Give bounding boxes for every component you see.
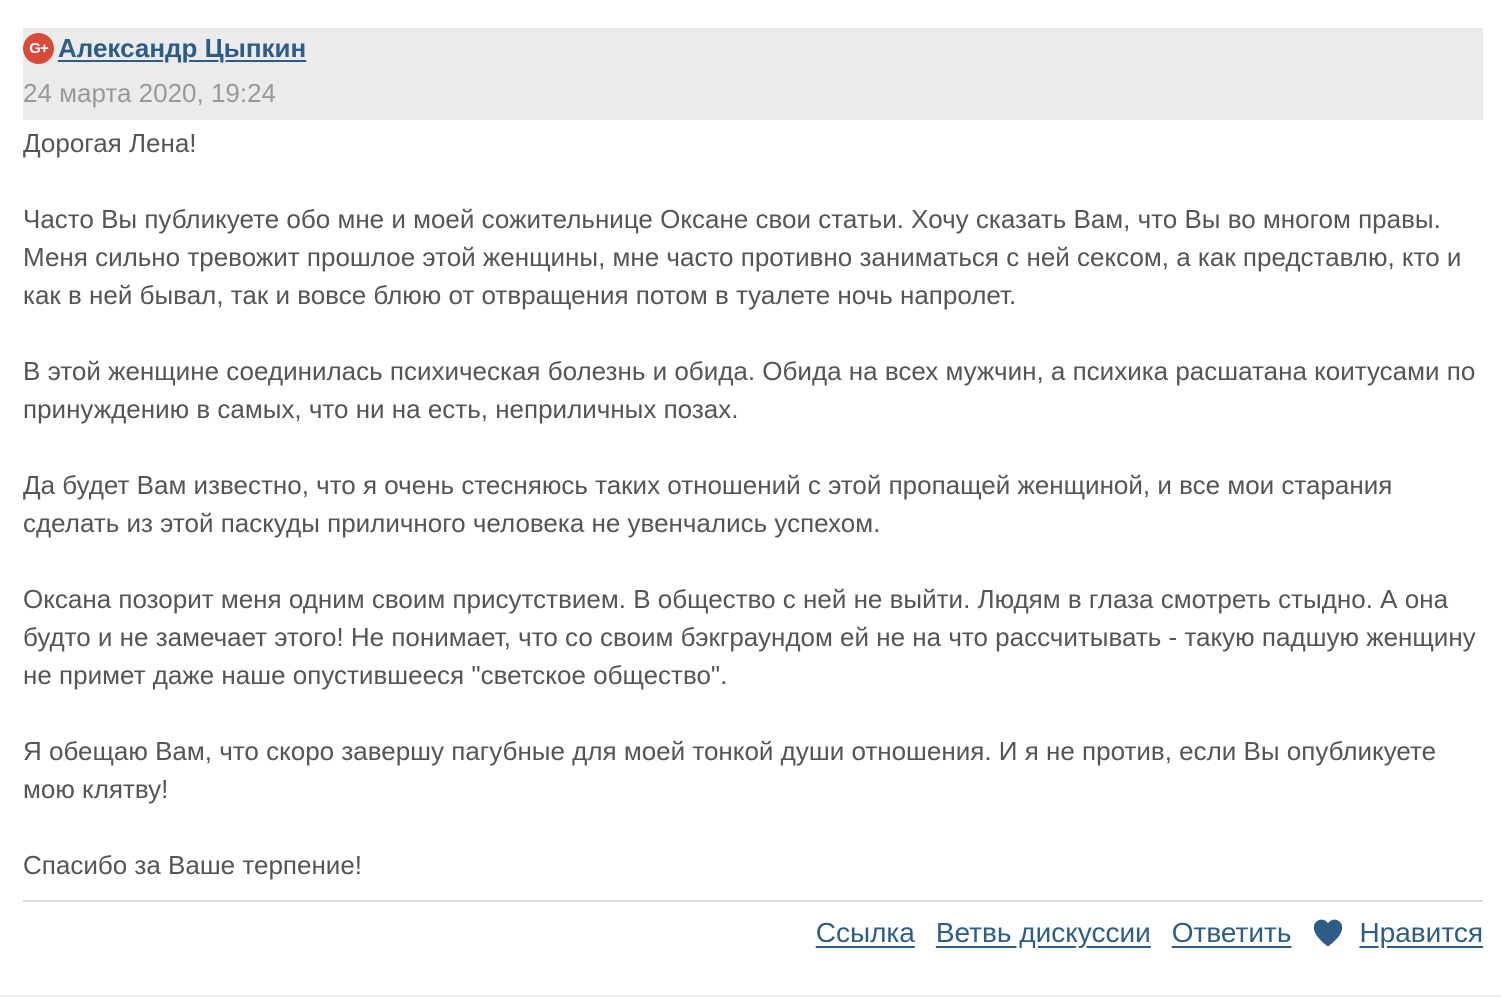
comment-paragraph: Оксана позорит меня одним своим присутствием. В общество с ней не выйти. Людям в глаза смотреть стыдно. А она будто и не замечает этого! Не понимает, что со своим бэкграундом ей не на что рассчитывать - такую падшую женщину не примет даже наше опустившееся "светское общество". (23, 584, 1476, 690)
comment-header (23, 28, 1483, 120)
permalink-link[interactable]: Ссылка (815, 917, 915, 948)
comment-actions (816, 916, 1483, 950)
author-name-link[interactable]: Александр Цыпкин (58, 32, 307, 63)
comment-timestamp: 24 марта 2020, 19:24 (23, 78, 277, 108)
comment-body (23, 124, 1483, 884)
comment-paragraph: Да будет Вам известно, что я очень стесняюсь таких отношений с этой пропащей женщиной, и все мои старания сделать из этой паскуды приличного человека не увенчались успехом. (23, 470, 1393, 538)
comment-paragraph: Часто Вы публикуете обо мне и моей сожительнице Оксане свои статьи. Хочу сказать Вам, что Вы во многом правы. Меня сильно тревожит прошлое этой женщины, мне часто противно заниматься с ней сексом, а как представлю, кто и как в ней бывал, так и вовсе блюю от отвращения потом в туалете ночь напролет. (23, 204, 1462, 310)
like-link[interactable]: Нравится (1359, 917, 1483, 948)
comment-paragraph: Спасибо за Ваше терпение! (23, 850, 363, 880)
comment-paragraph: Дорогая Лена! (23, 128, 197, 158)
discussion-thread-link[interactable]: Ветвь дискуссии (935, 917, 1151, 948)
google-plus-icon: G+ (23, 33, 54, 64)
author-row (23, 32, 306, 64)
comment-paragraph: В этой женщине соединилась психическая болезнь и обида. Обида на всех мужчин, а психика расшатана коитусами по принуждению в самых, что ни на есть, неприличных позах. (23, 356, 1476, 424)
heart-icon[interactable] (1311, 916, 1345, 950)
comment (23, 28, 1483, 884)
comment-paragraph: Я обещаю Вам, что скоро завершу пагубные для моей тонкой души отношения. И я не против, если Вы опубликуете мою клятву! (23, 736, 1437, 804)
reply-link[interactable]: Ответить (1171, 917, 1292, 948)
bottom-separator (0, 995, 1501, 997)
comment-divider (23, 900, 1483, 902)
